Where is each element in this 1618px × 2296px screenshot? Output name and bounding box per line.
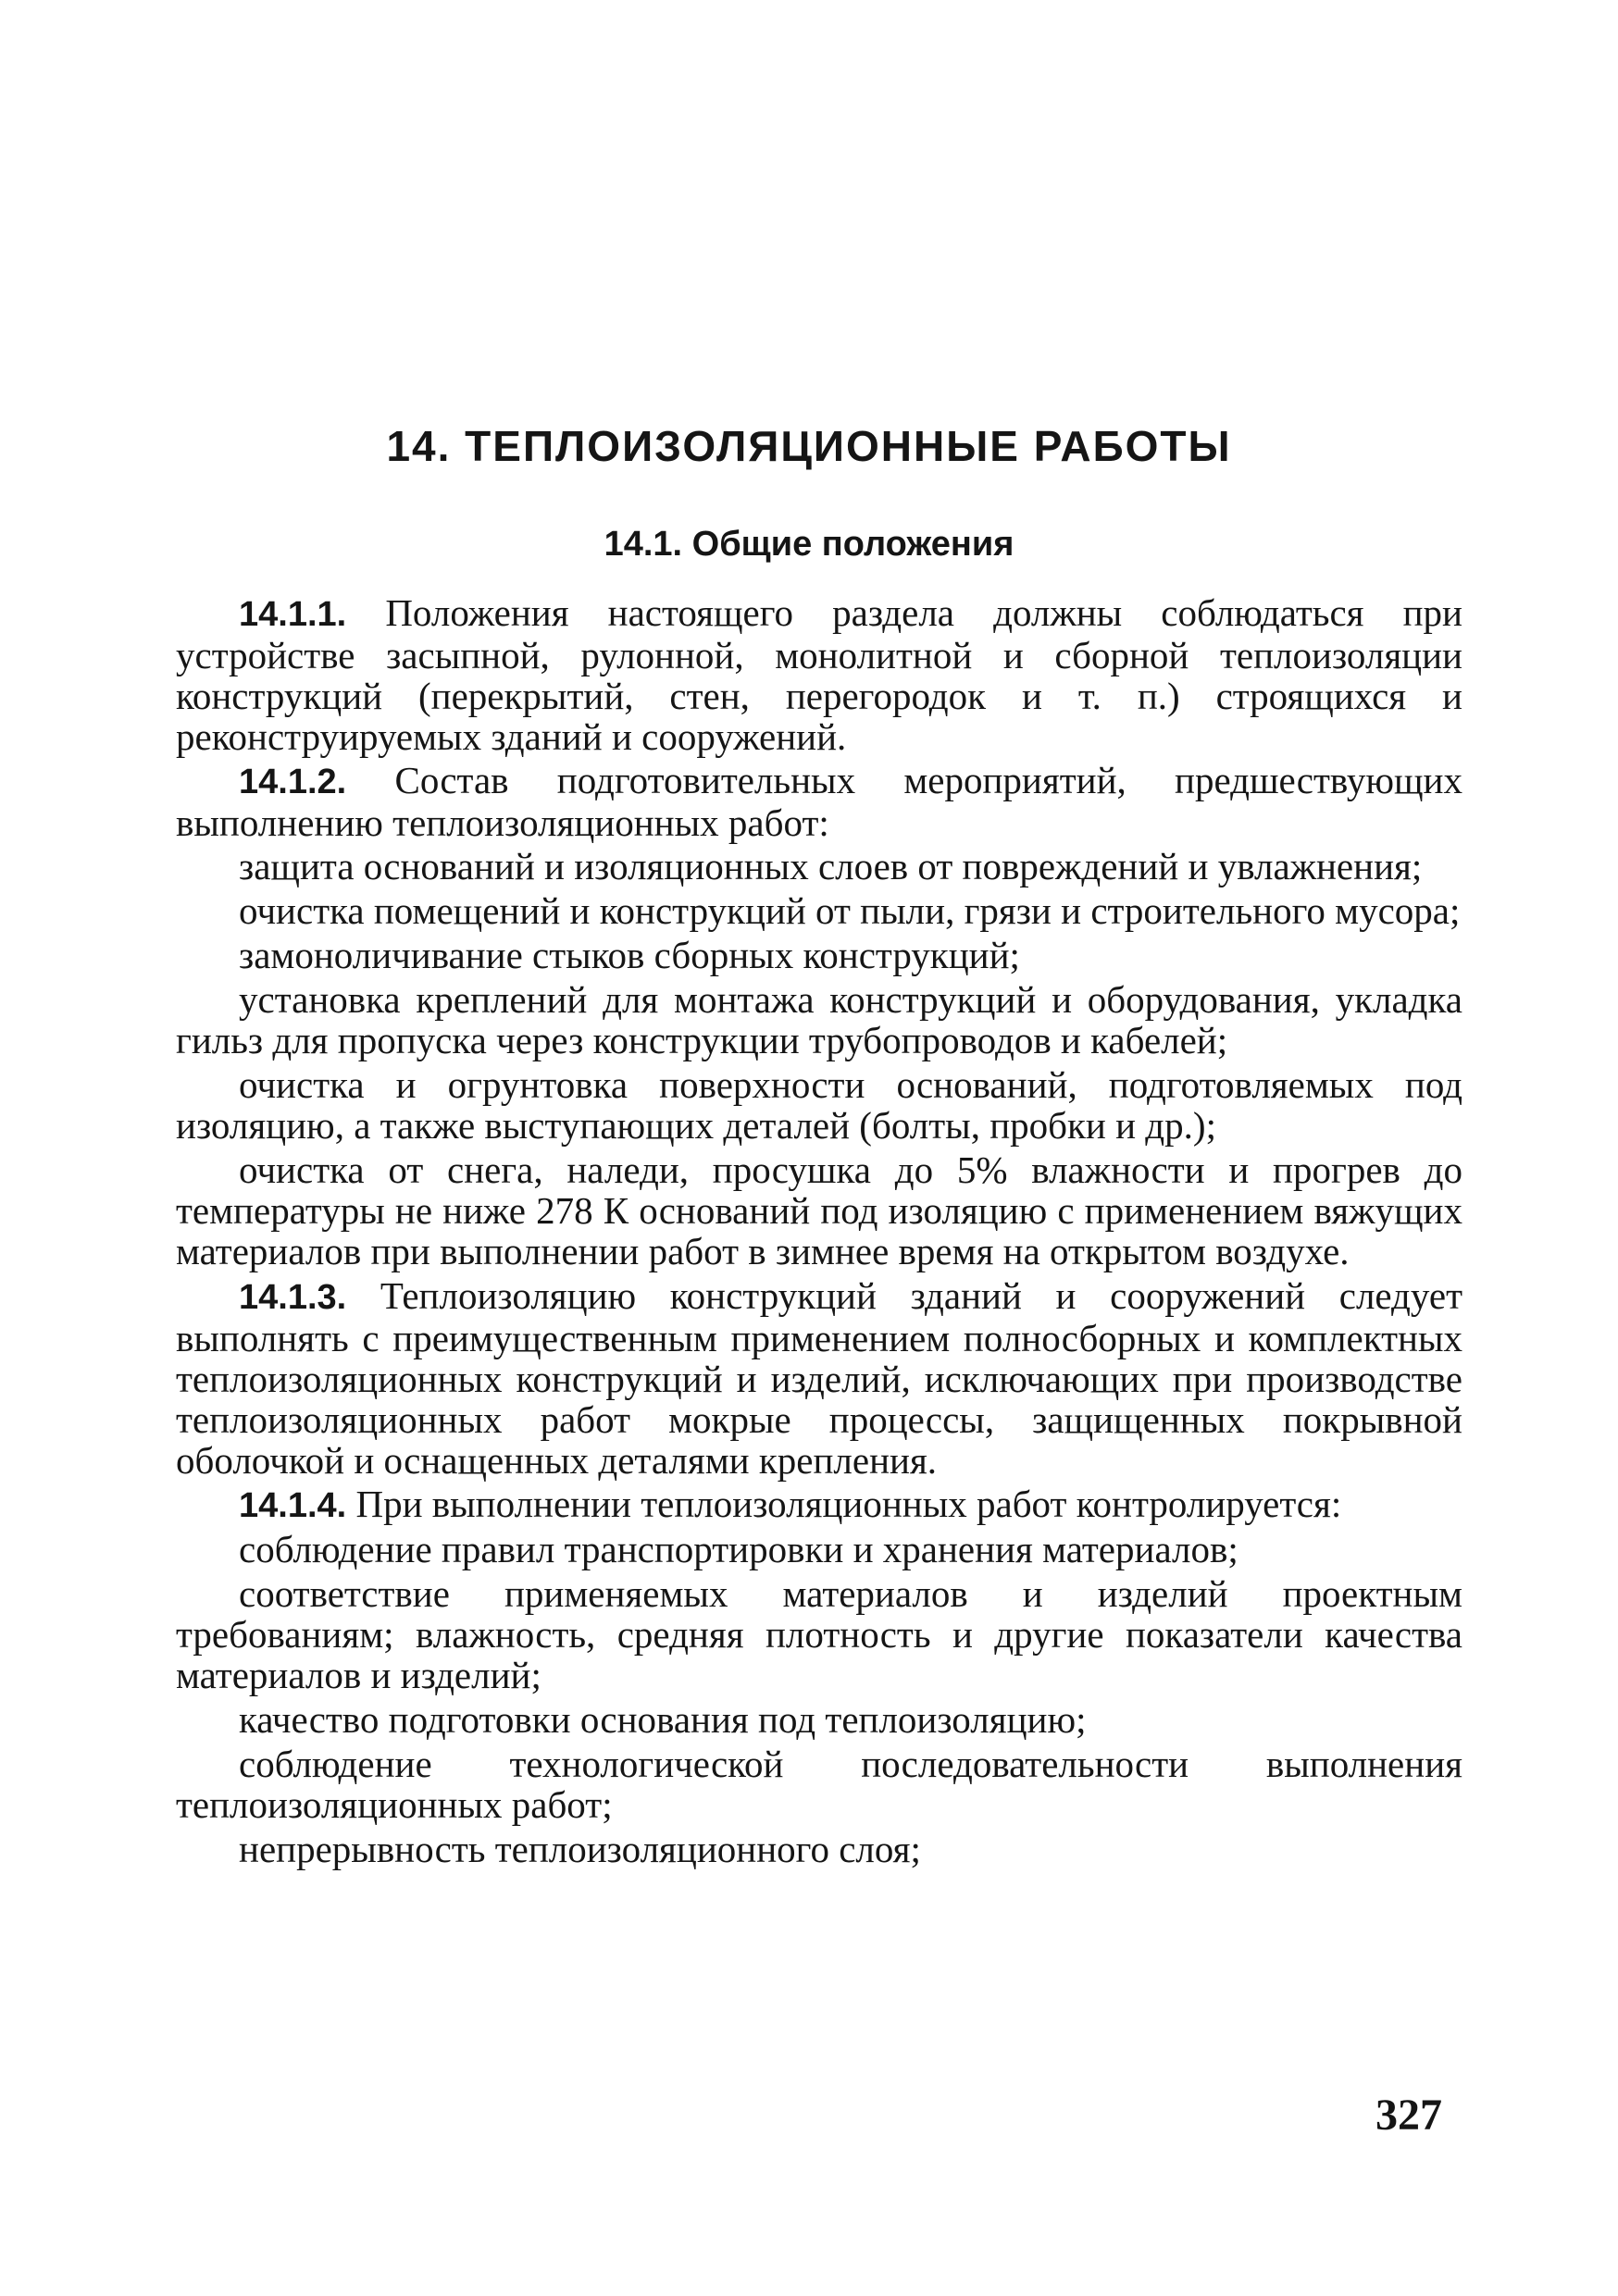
list-item: установка креплений для монтажа конструкций и оборудования, укладка гильз для пропуска через конструкции трубопроводов и кабелей; (176, 978, 1462, 1061)
section-title: 14.1. Общие положения (604, 525, 1014, 564)
list-item: замоноличивание стыков сборных конструкций; (239, 934, 1020, 976)
paragraph-14-1-4 (176, 1483, 1462, 1526)
paragraph-14-1-2 (176, 760, 1462, 843)
chapter-title: 14. ТЕПЛОИЗОЛЯЦИОННЫЕ РАБОТЫ (386, 422, 1232, 470)
paragraph-text: Состав подготовительных мероприятий, предшествующих выполнению теплоизоляционных работ: (176, 759, 1462, 844)
list-item: соблюдение правил транспортировки и хранения материалов; (239, 1528, 1238, 1570)
paragraph-text: Теплоизоляцию конструкций зданий и сооружений следует выполнять с преимущественным применением полносборных и комплектных теплоизоляционных конструкций и изделий, исключающих при производстве теплоизоляционных работ мокрые процессы, защищенных покрывной оболочкой и оснащенных деталями крепления. (176, 1274, 1462, 1482)
list-item: соответствие применяемых материалов и изделий проектным требованиям; влажность, средняя плотность и другие показатели качества материалов и изделий; (176, 1572, 1462, 1696)
page-number: 327 (1375, 2091, 1442, 2140)
list-item: качество подготовки основания под теплоизоляцию; (239, 1698, 1087, 1741)
paragraph-text: Положения настоящего раздела должны соблюдаться при устройстве засыпной, рулонной, монолитной и сборной теплоизоляции конструкций (перекрытий, стен, перегородок и т. п.) строящихся и реконструируемых зданий и сооружений. (176, 591, 1462, 758)
list-item: соблюдение технологической последовательности выполнения теплоизоляционных работ; (176, 1743, 1462, 1826)
body-text (176, 592, 1462, 1873)
paragraph-number: 14.1.3. (239, 1278, 347, 1317)
list-item: очистка от снега, наледи, просушка до 5% влажности и прогрев до температуры не ниже 278 К оснований под изоляцию с применением вяжущих материалов при выполнении работ в зимнее время на открытом воздухе. (176, 1148, 1462, 1272)
paragraph-14-1-3 (176, 1275, 1462, 1481)
list-item: очистка и огрунтовка поверхности оснований, подготовляемых под изоляцию, а также выступающих деталей (болты, пробки и др.); (176, 1063, 1462, 1147)
list-item: защита оснований и изоляционных слоев от повреждений и увлажнения; (239, 845, 1423, 887)
paragraph-number: 14.1.2. (239, 763, 347, 801)
paragraph-number: 14.1.1. (239, 595, 347, 634)
list-item: очистка помещений и конструкций от пыли, грязи и строительного мусора; (239, 889, 1461, 932)
list-item: непрерывность теплоизоляционного слоя; (239, 1828, 921, 1870)
paragraph-number: 14.1.4. (239, 1486, 347, 1525)
paragraph-14-1-1 (176, 592, 1462, 757)
paragraph-text: При выполнении теплоизоляционных работ контролируется: (346, 1483, 1342, 1525)
